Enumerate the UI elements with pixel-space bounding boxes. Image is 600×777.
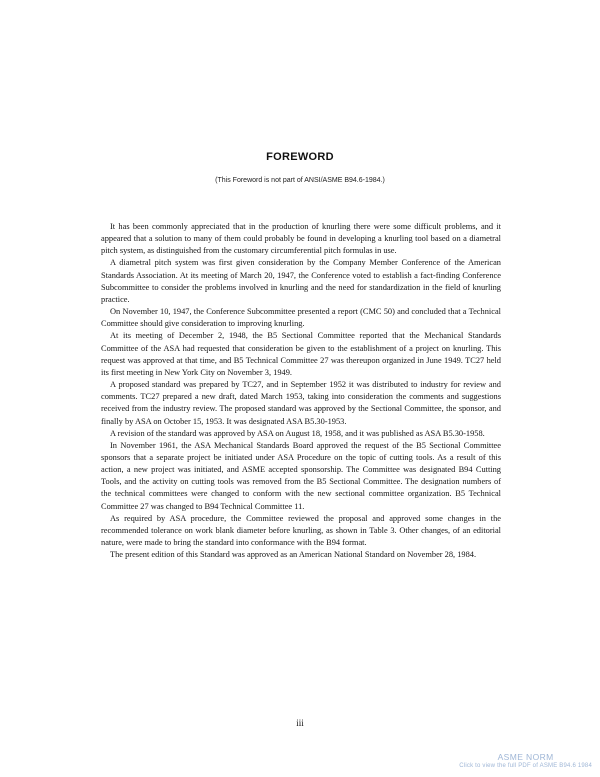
watermark-logo-text: ASME NORM [497,752,554,762]
paragraph: The present edition of this Standard was approved as an American National Standard on November 28, 1984. [110,550,477,560]
paragraph: A diametral pitch system was first given consideration by the Company Member Conference of the American Standards Association. At its meeting of March 20, 1947, the Conference voted to establish a fact-finding Conference Subcommittee to consider the problems involved in knurling and the need for standardization in the field of knurling practice. [101,258,501,304]
paragraph: A revision of the standard was approved by ASA on August 18, 1958, and it was published as ASA B5.30-1958. [110,428,485,438]
paragraph: A proposed standard was prepared by TC27, and in September 1952 it was distributed to industry for review and comments. TC27 prepared a new draft, dated March 1953, taking into consideration the comments and suggestions received from the industry review. The proposed standard was approved by the Sectional Committee, the sponsor, and finally by ASA on October 15, 1953. It was designated ASA B5.30-1953. [101,380,501,426]
watermark[interactable] [459,753,592,771]
paragraph: On November 10, 1947, the Conference Subcommittee presented a report (CMC 50) and concluded that a Technical Committee should give consideration to improving knurling. [101,307,501,329]
paragraph: As required by ASA procedure, the Committee reviewed the proposal and approved some changes in the recommended tolerance on work blank diameter before knurling, as shown in Table 3. Other changes, of an editorial nature, were made to bring the standard into conformance with the B94 format. [101,513,501,548]
foreword-body [101,221,501,561]
paragraph: At its meeting of December 2, 1948, the B5 Sectional Committee reported that the Mechanical Standards Committee of the ASA had requested that consideration be given to the establishment of a project on knurling. This request was approved at that time, and B5 Technical Committee 27 was thereupon organized in June 1949. TC27 held its first meeting in New York City on November 3, 1949. [101,331,501,377]
page-title: FOREWORD [266,151,334,163]
foreword-note: (This Foreword is not part of ANSI/ASME B94.6-1984.) [215,177,385,184]
paragraph: In November 1961, the ASA Mechanical Standards Board approved the request of the B5 Sectional Committee sponsors that a separate project be initiated under ASA Procedure on the topic of cutting tools. As a result of this action, a new project was initiated, and ASME accepted sponsorship. The Committee was designated B94 Cutting Tools, and the activity on cutting tools was removed from the B5 Sectional Committee. The designation numbers of the technical committees were changed to conform with the new sectional committee organization. B5 Technical Committee 27 was changed to B94 Technical Committee 11. [101,440,501,511]
page-number: iii [296,718,304,728]
watermark-link-text: Click to view the full PDF of ASME B94.6 1984 [459,763,592,769]
paragraph: It has been commonly appreciated that in the production of knurling there were some difficult problems, and it appeared that a solution to many of them could probably be found in developing a knurling tool based on a diametral pitch system, as distinguished from the customary circumferential pitch formulas in use. [101,222,501,256]
